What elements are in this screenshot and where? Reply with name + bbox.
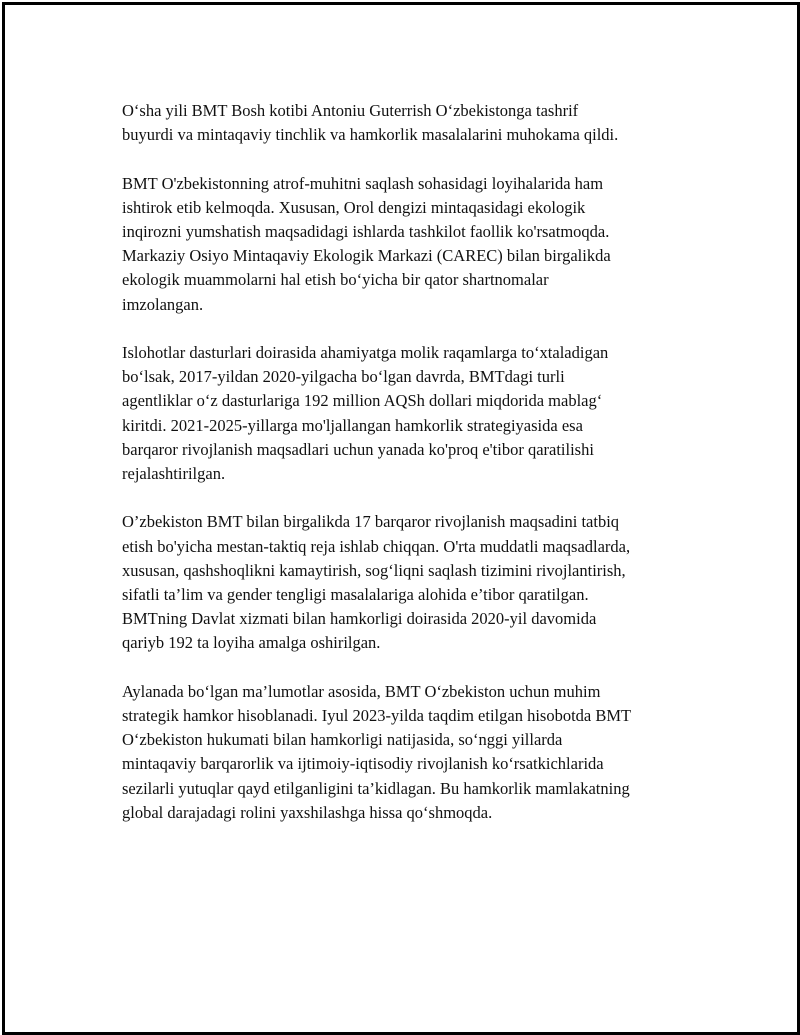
paragraph-line: buyurdi va mintaqaviy tinchlik va hamkorlik masalalarini muhokama qildi. <box>122 125 619 145</box>
paragraph-line: ekologik muammolarni hal etish bo‘yicha bir qator shartnomalar <box>122 270 549 290</box>
paragraph-line: BMTning Davlat xizmati bilan hamkorligi doirasida 2020-yil davomida <box>122 609 597 629</box>
paragraph-line: mintaqaviy barqarorlik va ijtimoiy-iqtisodiy rivojlanish ko‘rsatkichlarida <box>122 754 604 774</box>
paragraph-line: sezilarli yutuqlar qayd etilganligini ta’kidlagan. Bu hamkorlik mamlakatning <box>122 778 630 798</box>
paragraph-line: bo‘lsak, 2017-yildan 2020-yilgacha bo‘lgan davrda, BMTdagi turli <box>122 367 565 387</box>
paragraph-line: barqaror rivojlanish maqsadlari uchun yanada ko'proq e'tibor qaratilishi <box>122 439 594 459</box>
paragraph-line: O’zbekiston BMT bilan birgalikda 17 barqaror rivojlanish maqsadini tatbiq <box>122 512 620 532</box>
paragraph-line: agentliklar o‘z dasturlariga 192 million AQSh dollari miqdorida mablag‘ <box>122 391 603 411</box>
document-body <box>122 99 704 849</box>
paragraph-line: imzolangan. <box>122 294 204 314</box>
paragraph-line: Aylanada bo‘lgan ma’lumotlar asosida, BMT O‘zbekiston uchun muhim <box>122 681 601 701</box>
paragraph-4 <box>122 510 704 655</box>
paragraph-1 <box>122 99 704 147</box>
paragraph-3 <box>122 341 704 486</box>
paragraph-2 <box>122 172 704 317</box>
paragraph-line: strategik hamkor hisoblanadi. Iyul 2023-yilda taqdim etilgan hisobotda BMT <box>122 706 632 726</box>
paragraph-line: O‘sha yili BMT Bosh kotibi Antoniu Guterrish O‘zbekistonga tashrif <box>122 101 579 120</box>
paragraph-line: sifatli ta’lim va gender tengligi masalalariga alohida e’tibor qaratilgan. <box>122 585 589 605</box>
paragraph-line: qariyb 192 ta loyiha amalga oshirilgan. <box>122 633 381 653</box>
paragraph-line: ishtirok etib kelmoqda. Xususan, Orol dengizi mintaqasidagi ekologik <box>122 197 586 217</box>
paragraph-line: O‘zbekiston hukumati bilan hamkorligi natijasida, so‘nggi yillarda <box>122 730 563 750</box>
paragraph-line: xususan, qashshoqlikni kamaytirish, sog‘liqni saqlash tizimini rivojlantirish, <box>122 560 626 580</box>
paragraph-line: inqirozni yumshatish maqsadidagi ishlarda tashkilot faollik ko'rsatmoqda. <box>122 222 610 241</box>
paragraph-line: Islohotlar dasturlari doirasida ahamiyatga molik raqamlarga to‘xtaladigan <box>122 343 609 362</box>
page-frame <box>2 2 800 1035</box>
paragraph-5 <box>122 680 704 825</box>
paragraph-line: Markaziy Osiyo Mintaqaviy Ekologik Markazi (CAREC) bilan birgalikda <box>122 246 611 266</box>
paragraph-line: BMT O'zbekistonning atrof-muhitni saqlash sohasidagi loyihalarida ham <box>122 173 604 193</box>
paragraph-line: etish bo'yicha mestan-taktiq reja ishlab chiqqan. O'rta muddatli maqsadlarda, <box>122 536 631 556</box>
paragraph-line: rejalashtirilgan. <box>122 464 226 484</box>
paragraph-line: kiritdi. 2021-2025-yillarga mo'ljallangan hamkorlik strategiyasida esa <box>122 415 583 435</box>
paragraph-line: global darajadagi rolini yaxshilashga hissa qo‘shmoqda. <box>122 802 493 822</box>
